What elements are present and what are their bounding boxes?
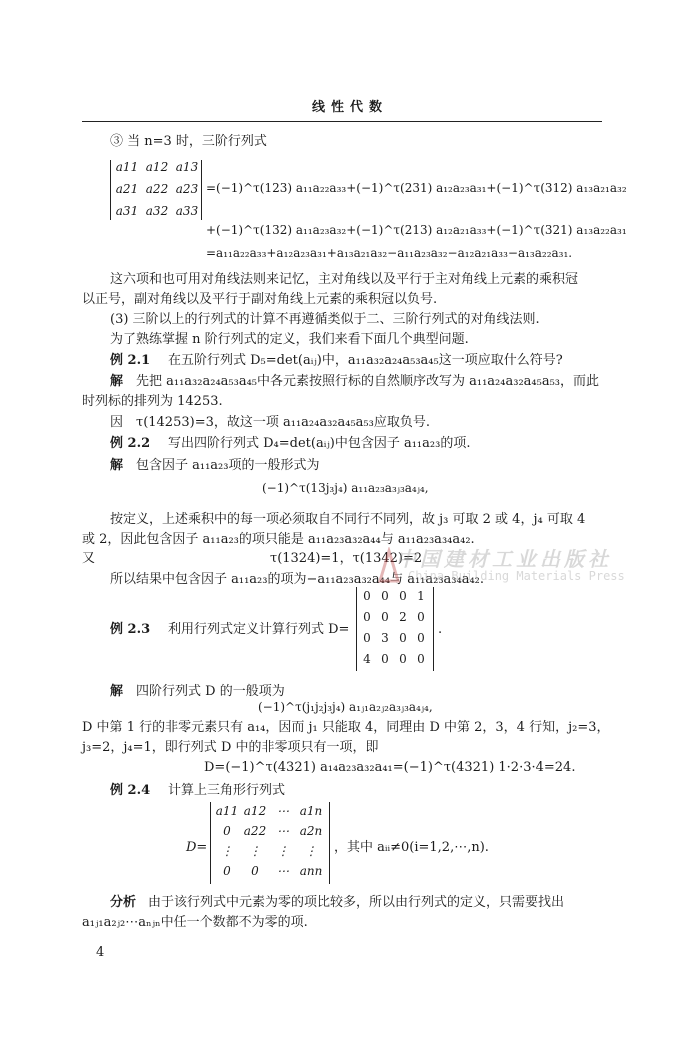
expansion-line-3: =a₁₁a₂₂a₃₃+a₁₂a₂₃a₃₁+a₁₃a₂₁a₃₂−a₁₁a₂₃a₃₂−a₁₂a₂₁a₃₃−a₁₃a₂₂a₃₁.: [206, 246, 573, 260]
matrix-cell: a13: [175, 160, 199, 174]
matrix-cell: 0: [223, 824, 231, 838]
paragraph-diagonal-rule-cont: 以正号，副对角线以及平行于副对角线上元素的乘积冠以负号.: [82, 292, 438, 307]
matrix-right-bar: [329, 802, 330, 884]
matrix-cell: a12: [145, 160, 169, 174]
solution-2-1-line-2: 时列标的排列为 14253.: [82, 394, 223, 409]
matrix-4x4: [356, 587, 434, 671]
example-2-4-condition: ，其中 aᵢᵢ≠0(i=1,2,⋯,n).: [334, 840, 489, 855]
solution-2-3-line-2: D 中第 1 行的非零元素只有 a₁₄，因而 j₁ 只能取 4，同理由 D 中第 2，3，4 行知，j₂=3，: [82, 720, 610, 735]
matrix-cell: 0: [363, 589, 371, 603]
example-2-4-text: 计算上三角形行列式: [168, 783, 286, 798]
expansion-line-2: +(−1)^τ(132) a₁₁a₂₃a₃₂+(−1)^τ(213) a₁₂a₂₁a₃₃+(−1)^τ(321) a₁₃a₂₂a₃₁: [206, 223, 627, 237]
solution-2-3-line-1: 四阶行列式 D 的一般项为: [136, 684, 285, 699]
matrix-cell: 0: [363, 631, 371, 645]
matrix-cell: 0: [381, 589, 389, 603]
matrix-3x3: [110, 160, 202, 220]
matrix-cell: a11: [215, 804, 239, 818]
matrix-left-bar: [110, 160, 111, 220]
matrix-cell: 0: [399, 652, 407, 666]
matrix-cell: 4: [363, 652, 371, 666]
matrix-cell: ⋯: [277, 804, 289, 818]
solution-2-3-result: D=(−1)^τ(4321) a₁₄a₂₃a₃₂a₄₁=(−1)^τ(4321) 1·2·3·4=24.: [204, 760, 576, 775]
paragraph-higher-order: (3) 三阶以上的行列式的计算不再遵循类似于二、三阶行列式的对角线法则.: [110, 312, 540, 327]
solution-2-2-line-1: 包含因子 a₁₁a₂₃项的一般形式为: [136, 458, 320, 473]
solution-2-2-line-3: 或 2，因此包含因子 a₁₁a₂₃的项只能是 a₁₁a₂₃a₃₂a₄₄与 a₁₁a₂₃a₃₄a₄₂.: [82, 532, 475, 547]
matrix-cell: 0: [399, 589, 407, 603]
watermark-en: China Building Materials Press: [408, 569, 625, 583]
matrix-cell: a22: [243, 824, 267, 838]
publisher-watermark: [378, 543, 678, 593]
example-2-1-text: 在五阶行列式 D₅=det(aᵢⱼ)中，a₁₁a₃₂a₂₄a₅₃a₄₅这一项应取什么符号?: [168, 353, 563, 368]
solution-2-2-inversions: τ(1324)=1，τ(1342)=2: [270, 551, 423, 566]
analysis-label: 分析: [110, 895, 137, 910]
analysis-line-2: a₁ⱼ₁a₂ⱼ₂⋯aₙⱼₙ中任一个数都不为零的项.: [82, 915, 308, 930]
example-2-2-label: 例 2.2: [110, 436, 151, 451]
matrix-cell: ⋮: [277, 844, 289, 858]
matrix-cell: a32: [145, 204, 169, 218]
analysis-line-1: 由于该行列式中元素为零的项比较多，所以由行列式的定义，只需要找出: [148, 895, 565, 910]
matrix-cell: a12: [243, 804, 267, 818]
example-2-3-label: 例 2.3: [110, 622, 151, 637]
matrix-cell: ann: [299, 864, 323, 878]
matrix-cell: a2n: [299, 824, 323, 838]
page-number: 4: [96, 945, 105, 960]
matrix-cell: a22: [145, 182, 169, 196]
solution-label: 解: [110, 684, 124, 699]
header-rule: [82, 121, 602, 122]
matrix-cell: ⋮: [305, 844, 317, 858]
matrix-cell: 0: [381, 652, 389, 666]
matrix-left-bar: [210, 802, 211, 884]
solution-label: 解: [110, 374, 124, 389]
period: .: [438, 622, 443, 637]
matrix-cell: 3: [381, 631, 389, 645]
watermark-cn: 中国建材工业出版社: [396, 547, 612, 571]
matrix-cell: a31: [115, 204, 139, 218]
example-2-4-label: 例 2.4: [110, 783, 151, 798]
matrix-cell: 0: [417, 610, 425, 624]
solution-2-3-formula: (−1)^τ(j₁j₂j₃j₄) a₁ⱼ₁a₂ⱼ₂a₃ⱼ₃a₄ⱼ₄,: [258, 700, 433, 714]
matrix-cell: a11: [115, 160, 139, 174]
example-2-2-text: 写出四阶行列式 D₄=det(aᵢⱼ)中包含因子 a₁₁a₂₃的项.: [168, 436, 471, 451]
matrix-cell: a23: [175, 182, 199, 196]
matrix-cell: 0: [223, 864, 231, 878]
matrix-cell: 0: [363, 610, 371, 624]
solution-2-2-line-2: 按定义，上述乘积中的每一项必须取自不同行不同列，故 j₃ 可取 2 或 4，j₄ 可取 4: [110, 512, 586, 527]
matrix-cell: 0: [417, 652, 425, 666]
solution-2-1-line-3: 因 τ(14253)=3，故这一项 a₁₁a₂₄a₃₂a₄₅a₅₃应取负号.: [110, 415, 430, 430]
solution-label: 解: [110, 458, 124, 473]
solution-2-3-line-3: j₃=2，j₄=1，即行列式 D 中的非零项只有一项，即: [82, 740, 379, 755]
matrix-cell: a1n: [299, 804, 323, 818]
matrix-cell: ⋯: [277, 824, 289, 838]
example-2-3-text: 利用行列式定义计算行列式 D=: [168, 622, 350, 637]
solution-2-1-line-1: 先把 a₁₁a₃₂a₂₄a₅₃a₄₅中各元素按照行标的自然顺序改写为 a₁₁a₂₄a₃₂a₄₅a₅₃，而此: [136, 374, 599, 389]
solution-2-2-line-4: 所以结果中包含因子 a₁₁a₂₃的项为−a₁₁a₂₃a₃₂a₄₄与 a₁₁a₂₃a₃₄a₄₂.: [110, 572, 485, 587]
example-2-1-label: 例 2.1: [110, 353, 151, 368]
solution-2-2-you: 又: [82, 551, 96, 566]
running-header: 线性代数: [311, 100, 388, 115]
example-2-4-D: D=: [186, 840, 208, 855]
matrix-cell: a21: [115, 182, 139, 196]
expansion-line-1: =(−1)^τ(123) a₁₁a₂₂a₃₃+(−1)^τ(231) a₁₂a₂₃a₃₁+(−1)^τ(312) a₁₃a₂₁a₃₂: [206, 181, 627, 195]
matrix-cell: 0: [251, 864, 259, 878]
case-n3-line: ③ 当 n=3 时，三阶行列式: [110, 134, 267, 149]
matrix-cell: 1: [417, 589, 425, 603]
matrix-right-bar: [433, 587, 434, 671]
matrix-cell: ⋮: [249, 844, 261, 858]
matrix-cell: 2: [399, 610, 407, 624]
matrix-cell: 0: [399, 631, 407, 645]
paragraph-diagonal-rule: 这六项和也可用对角线法则来记忆，主对角线以及平行于主对角线上元素的乘积冠: [110, 272, 579, 287]
matrix-cell: a33: [175, 204, 199, 218]
matrix-cell: ⋯: [277, 864, 289, 878]
matrix-cell: ⋮: [221, 844, 233, 858]
matrix-cell: 0: [381, 610, 389, 624]
matrix-upper-triangular: [210, 802, 330, 884]
solution-2-2-formula: (−1)^τ(13j₃j₄) a₁₁a₂₃a₃ⱼ₃a₄ⱼ₄,: [262, 481, 429, 495]
matrix-cell: 0: [417, 631, 425, 645]
matrix-left-bar: [356, 587, 357, 671]
paragraph-intro-examples: 为了熟练掌握 n 阶行列式的定义，我们来看下面几个典型问题.: [110, 332, 469, 347]
